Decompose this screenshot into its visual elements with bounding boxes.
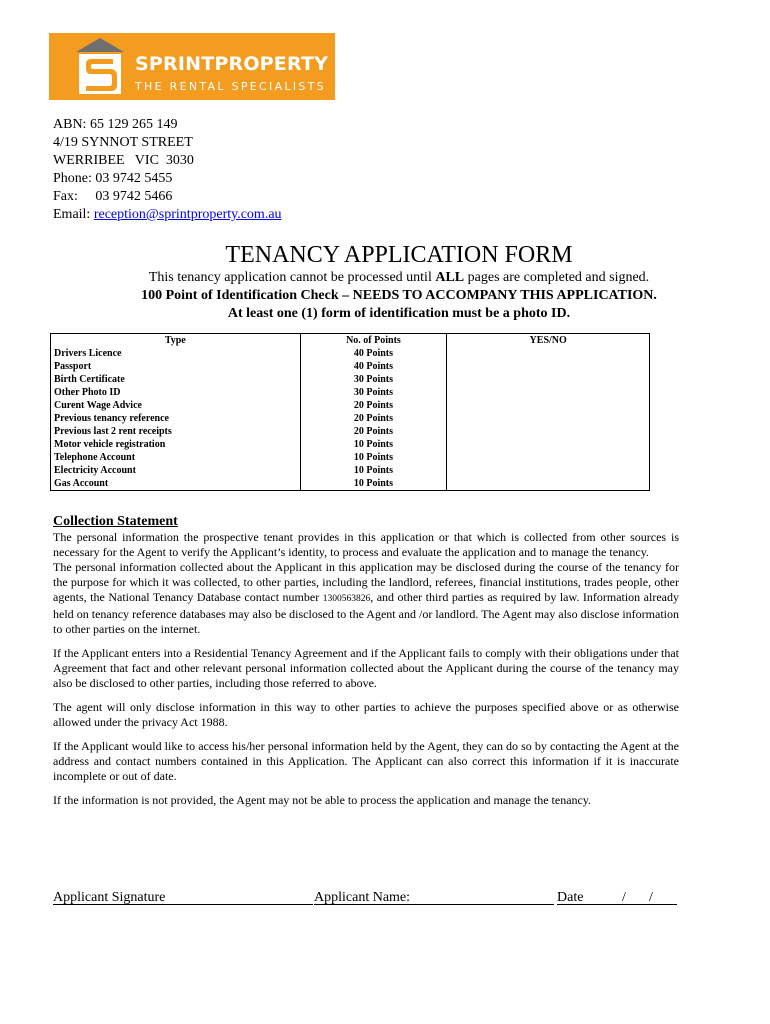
yes-no-cell[interactable] [447, 451, 650, 464]
email-row [53, 206, 282, 224]
id-type-cell: Previous tenancy reference [51, 412, 301, 425]
table-row [51, 464, 650, 477]
intro-line-3: At least one (1) form of identification must be a photo ID. [227, 306, 571, 321]
yes-no-cell[interactable] [447, 477, 650, 491]
id-type-cell: Passport [51, 360, 301, 373]
yes-no-cell[interactable] [447, 425, 650, 438]
intro-line-2: 100 Point of Identification Check – NEEDS TO ACCOMPANY THIS APPLICATION. [141, 288, 657, 303]
abn: ABN: 65 129 265 149 [53, 117, 178, 132]
id-type-cell: Gas Account [51, 477, 301, 491]
yes-no-cell[interactable] [447, 464, 650, 477]
logo-tagline: THE RENTAL SPECIALISTS [135, 80, 326, 93]
id-type-cell: Other Photo ID [51, 386, 301, 399]
table-row [51, 373, 650, 386]
yes-no-cell[interactable] [447, 360, 650, 373]
fax-number: Fax: 03 9742 5466 [53, 189, 173, 204]
id-points-cell: 10 Points [300, 464, 447, 477]
header-type: Type [51, 334, 301, 348]
suburb-state-postcode: WERRIBEE VIC 3030 [53, 153, 194, 168]
id-points-cell: 20 Points [300, 399, 447, 412]
ntd-phone-number: 1300563826 [322, 594, 371, 604]
intro-line-1: This tenancy application cannot be processed until ALL pages are completed and signed. [148, 270, 650, 285]
applicant-name-label: Applicant Name: [314, 890, 411, 905]
email-link[interactable]: reception@sprintproperty.com.au [93, 207, 282, 222]
id-type-cell: Electricity Account [51, 464, 301, 477]
table-row [51, 477, 650, 491]
table-row [51, 438, 650, 451]
collection-paragraph-2: The personal information collected about the Applicant in this application may be disclosed during the course of the tenancy for the purpose for which it was collected, to other parties, including the landlord, referees, financial institutions, trades people, other agents, the National Tenancy Database contact number 1300563826, and other third parties as required by law. Information already held on tenancy reference databases may also be disclosed to the Agent and /or landlord. The Agent may also disclose information to other parties on the internet. [53, 560, 679, 636]
signature-row [53, 889, 679, 909]
table-row [51, 360, 650, 373]
id-points-cell: 40 Points [300, 360, 447, 373]
collection-paragraph-5: If the Applicant would like to access his/her personal information held by the Agent, they can do so by contacting the Agent at the address and contact numbers contained in this Application. The Applicant can also correct this information if it is inaccurate incomplete or out of date. [53, 739, 679, 783]
date-field[interactable] [557, 904, 677, 905]
collection-statement-heading: Collection Statement [53, 514, 178, 529]
applicant-signature-label: Applicant Signature [53, 890, 166, 905]
id-points-cell: 30 Points [300, 386, 447, 399]
intro-text [0, 269, 770, 323]
agency-contact-block [53, 116, 282, 224]
table-header-row [51, 334, 650, 348]
yes-no-cell[interactable] [447, 373, 650, 386]
street-address: 4/19 SYNNOT STREET [53, 135, 193, 150]
email-label: Email: [53, 207, 94, 222]
table-row [51, 451, 650, 464]
table-row [51, 399, 650, 412]
id-type-cell: Motor vehicle registration [51, 438, 301, 451]
id-type-cell: Previous last 2 rent receipts [51, 425, 301, 438]
date-separator-1: / [622, 890, 626, 905]
yes-no-cell[interactable] [447, 347, 650, 360]
yes-no-cell[interactable] [447, 438, 650, 451]
identification-points-table [50, 333, 650, 491]
date-label: Date [557, 890, 584, 905]
id-points-cell: 10 Points [300, 477, 447, 491]
table-row [51, 412, 650, 425]
collection-statement-body [53, 530, 679, 808]
header-yes-no: YES/NO [447, 334, 650, 348]
id-points-cell: 20 Points [300, 425, 447, 438]
collection-paragraph-4: The agent will only disclose information in this way to other parties to achieve the purposes specified above or as otherwise allowed under the privacy Act 1988. [53, 700, 679, 729]
table-row [51, 347, 650, 360]
id-points-cell: 10 Points [300, 451, 447, 464]
id-points-cell: 30 Points [300, 373, 447, 386]
table-row [51, 425, 650, 438]
logo-title: SPRINTPROPERTY [135, 53, 329, 75]
id-points-cell: 20 Points [300, 412, 447, 425]
yes-no-cell[interactable] [447, 386, 650, 399]
collection-paragraph-1: The personal information the prospective tenant provides in this application or that which is collected from other sources is necessary for the Agent to verify the Applicant’s identity, to process and evaluate the application and to manage the tenancy. [53, 530, 679, 559]
collection-paragraph-6: If the information is not provided, the Agent may not be able to process the application and manage the tenancy. [53, 793, 592, 807]
header-points: No. of Points [300, 334, 447, 348]
id-type-cell: Birth Certificate [51, 373, 301, 386]
id-type-cell: Telephone Account [51, 451, 301, 464]
id-type-cell: Drivers Licence [51, 347, 301, 360]
id-points-cell: 10 Points [300, 438, 447, 451]
id-type-cell: Curent Wage Advice [51, 399, 301, 412]
house-s-logo-icon [76, 38, 124, 96]
applicant-name-field[interactable] [314, 904, 554, 905]
yes-no-cell[interactable] [447, 399, 650, 412]
id-points-cell: 40 Points [300, 347, 447, 360]
page-title: TENANCY APPLICATION FORM [225, 242, 573, 268]
company-logo [49, 33, 335, 100]
table-row [51, 386, 650, 399]
applicant-signature-field[interactable] [53, 904, 313, 905]
date-separator-2: / [649, 890, 653, 905]
phone-number: Phone: 03 9742 5455 [53, 171, 173, 186]
collection-paragraph-3: If the Applicant enters into a Residential Tenancy Agreement and if the Applicant fails to comply with their obligations under that Agreement that fact and other relevant personal information collected about the Applicant during the course of the tenancy may also be disclosed to other parties, including those referred to above. [53, 646, 679, 690]
yes-no-cell[interactable] [447, 412, 650, 425]
